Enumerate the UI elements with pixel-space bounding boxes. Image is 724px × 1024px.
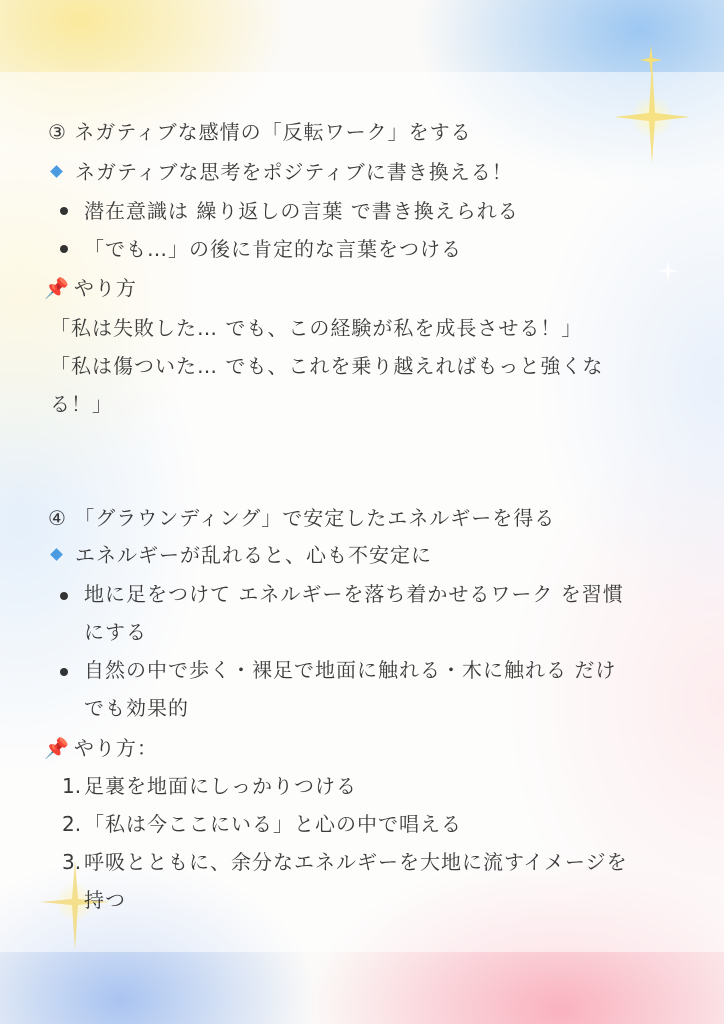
bullet-dot bbox=[60, 207, 68, 215]
section4-method-label: やり方： bbox=[73, 736, 158, 760]
step-text: 足裏を地面にしっかりつける bbox=[84, 774, 357, 798]
section3-method-label: やり方 bbox=[73, 276, 137, 300]
section3-subheading-row bbox=[48, 158, 513, 186]
step-number: 3. bbox=[62, 850, 82, 874]
bullet-dot bbox=[60, 668, 68, 676]
section3-subheading: ネガティブな思考をポジティブに書き換える！ bbox=[75, 160, 513, 184]
step-text: 呼吸とともに、余分なエネルギーを大地に流すイメージを bbox=[84, 850, 628, 874]
section3-example-2-cont: る！」 bbox=[50, 392, 113, 416]
section4-bullet-1: 地に足をつけて エネルギーを落ち着かせるワーク を習慣 bbox=[84, 582, 624, 606]
section4-bullet-2-cont: でも効果的 bbox=[84, 696, 189, 720]
section3-heading: ③ ネガティブな感情の「反転ワーク」をする bbox=[48, 120, 472, 144]
bullet-dot bbox=[60, 245, 68, 253]
step-number: 1. bbox=[62, 774, 82, 798]
blue-diamond-icon bbox=[50, 165, 63, 178]
section4-subheading: エネルギーが乱れると、心も不安定に bbox=[75, 543, 432, 567]
section4-heading: ④ 「グラウンディング」で安定したエネルギーを得る bbox=[48, 506, 556, 530]
section4-bullet-1-cont: にする bbox=[84, 620, 147, 644]
pushpin-icon: 📌 bbox=[44, 736, 70, 760]
section3-bullet: 「でも…」の後に肯定的な言葉をつける bbox=[84, 237, 462, 261]
pushpin-icon: 📌 bbox=[44, 276, 70, 300]
step-text-cont: 持つ bbox=[84, 888, 126, 912]
blue-diamond-icon bbox=[50, 548, 63, 561]
section3-example-1: 「私は失敗した… でも、この経験が私を成長させる！」 bbox=[50, 316, 583, 340]
bullet-dot bbox=[60, 592, 68, 600]
section4-method-row bbox=[44, 734, 158, 762]
step-number: 2. bbox=[62, 812, 82, 836]
section4-bullet-2: 自然の中で歩く・裸足で地面に触れる・木に触れる だけ bbox=[84, 658, 617, 682]
section3-bullet: 潜在意識は 繰り返しの言葉 で書き換えられる bbox=[84, 199, 519, 223]
section3-example-2: 「私は傷ついた… でも、これを乗り越えればもっと強くな bbox=[50, 354, 604, 378]
section4-subheading-row bbox=[48, 541, 432, 569]
section3-method-row bbox=[44, 274, 137, 302]
step-text: 「私は今ここにいる」と心の中で唱える bbox=[84, 812, 462, 836]
